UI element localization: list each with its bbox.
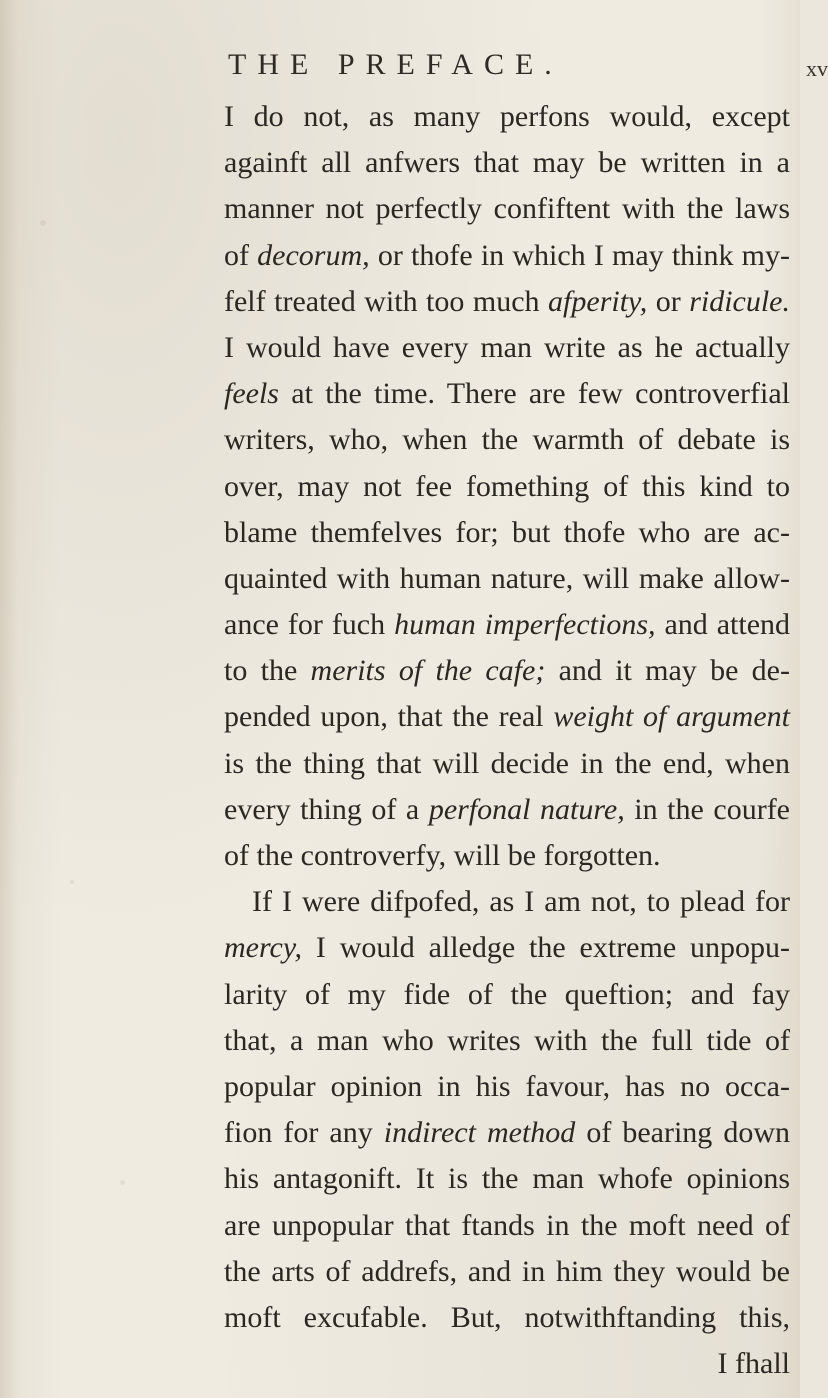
text-line xyxy=(224,1249,790,1295)
italic-text: merits of the cafe; xyxy=(310,654,546,688)
text-line xyxy=(224,741,790,787)
line-text: moft excufable. But, notwithftanding this, xyxy=(224,1300,790,1334)
line-text: his antagonift. It is the man whofe opinions xyxy=(224,1162,790,1196)
line-text: felf treated with too much xyxy=(224,284,549,318)
line-text: of bearing down xyxy=(575,1116,790,1150)
line-text: ance for fuch xyxy=(224,608,395,642)
line-text: over, may not fee fomething of this kind to xyxy=(224,469,790,503)
text-line xyxy=(224,648,790,694)
page-header xyxy=(228,48,828,88)
line-text: manner not perfectly confiftent with the laws xyxy=(224,192,790,226)
line-text: I fhall xyxy=(717,1347,790,1381)
italic-text: decorum, xyxy=(257,238,370,272)
italic-text: ridicule. xyxy=(689,284,790,318)
italic-text: indirect method xyxy=(383,1116,576,1150)
line-text: or thofe in which I may think my- xyxy=(369,238,790,272)
text-line xyxy=(224,233,790,279)
text-line xyxy=(224,140,790,186)
text-line xyxy=(224,694,790,740)
line-text: popular opinion in his favour, has no occa- xyxy=(224,1069,790,1103)
line-text: is the thing that will decide in the end, when xyxy=(224,746,790,780)
text-line xyxy=(224,972,790,1018)
line-text: larity of my fide of the queftion; and fay xyxy=(224,977,790,1011)
italic-text: perfonal nature, xyxy=(428,792,625,826)
text-line xyxy=(224,186,790,232)
line-text: I do not, as many perfons would, except xyxy=(224,100,790,133)
line-text: or xyxy=(647,284,690,318)
text-line xyxy=(224,325,790,371)
line-text: that, a man who writes with the full tide of xyxy=(224,1023,790,1057)
line-text: and attend xyxy=(655,608,791,642)
text-line xyxy=(224,510,790,556)
line-text: writers, who, when the warmth of debate is xyxy=(224,423,790,457)
text-line xyxy=(224,1064,790,1110)
line-text: every thing of a xyxy=(224,792,429,826)
line-text: blame themfelves for; but thofe who are ac- xyxy=(224,515,790,549)
text-line xyxy=(224,1018,790,1064)
line-text: fion for any xyxy=(224,1116,384,1150)
line-text: I would alledge the extreme unpopu- xyxy=(302,931,790,965)
text-line xyxy=(224,279,790,325)
line-text: in the courfe xyxy=(624,792,790,826)
line-text: of the controverfy, will be forgotten. xyxy=(224,839,661,872)
text-line xyxy=(224,371,790,417)
line-text: againft all anfwers that may be written in a xyxy=(224,146,790,180)
text-line xyxy=(224,1341,790,1387)
italic-text: feels xyxy=(224,377,279,411)
page-number: xv xyxy=(806,56,828,81)
line-text: are unpopular that ftands in the moft need of xyxy=(224,1208,790,1242)
text-line xyxy=(224,556,790,602)
line-text: pended upon, that the real xyxy=(224,700,554,734)
body-text xyxy=(224,94,800,1387)
line-text: If I were difpofed, as I am not, to plead for xyxy=(252,885,790,919)
text-line xyxy=(224,1156,790,1202)
text-line xyxy=(224,1110,790,1156)
line-text: and it may be de- xyxy=(545,654,790,688)
text-line xyxy=(224,94,790,140)
text-line xyxy=(224,464,790,510)
text-line xyxy=(224,879,790,925)
paper-speck xyxy=(40,220,46,226)
text-line xyxy=(224,787,790,833)
text-line xyxy=(224,1203,790,1249)
line-text: I would have every man write as he actually xyxy=(224,330,790,364)
italic-text: afperity, xyxy=(548,284,648,318)
text-line xyxy=(224,833,800,879)
line-text: the arts of addrefs, and in him they would be xyxy=(224,1254,790,1288)
text-line xyxy=(224,1295,790,1341)
italic-text: mercy, xyxy=(224,931,303,965)
line-text: of xyxy=(224,238,258,272)
italic-text: weight of argument xyxy=(553,700,790,734)
line-text: to the xyxy=(224,654,311,688)
text-line xyxy=(224,925,790,971)
paper-speck xyxy=(70,880,74,884)
running-title: THE PREFACE. xyxy=(228,48,563,81)
paper-speck xyxy=(120,1180,125,1185)
line-text: quainted with human nature, will make allow- xyxy=(224,561,790,595)
text-line xyxy=(224,417,790,463)
italic-text: human imperfections, xyxy=(394,608,656,642)
line-text: at the time. There are few controverfial xyxy=(278,377,790,411)
text-line xyxy=(224,602,790,648)
